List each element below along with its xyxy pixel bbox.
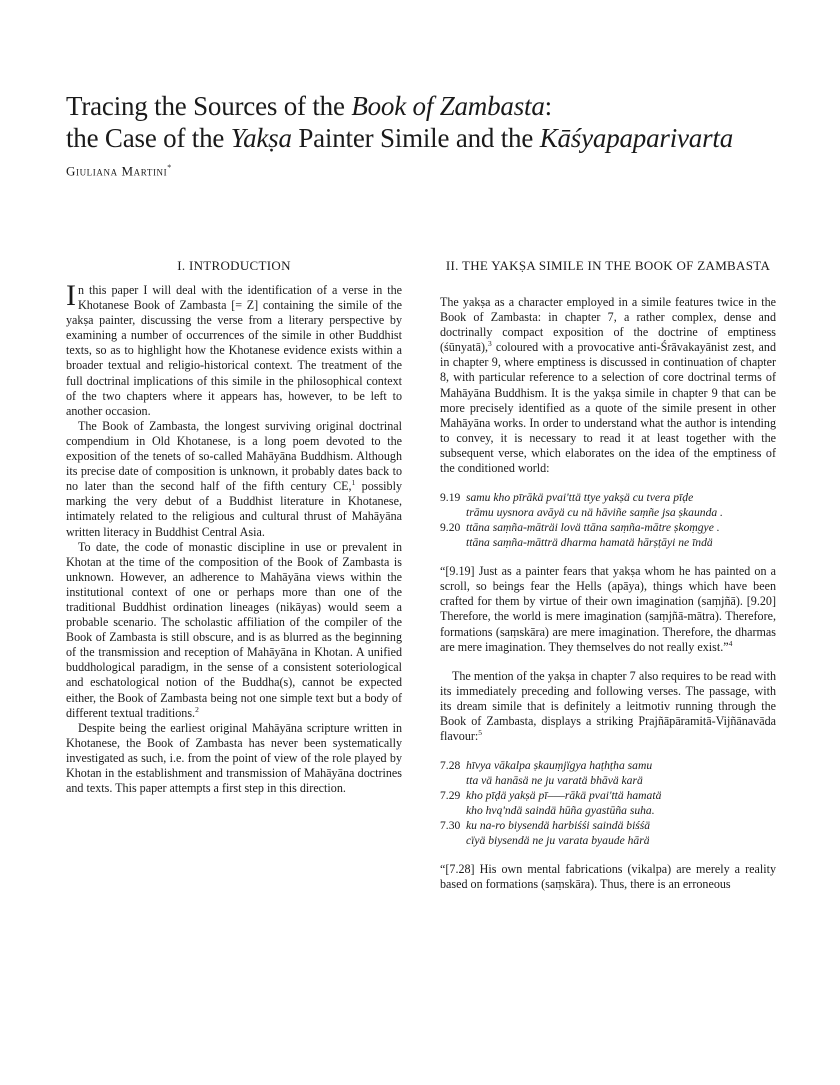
verse-number (440, 833, 466, 848)
verse-number (440, 535, 466, 550)
verse-text: samu kho pīrākä pvai'ttä ttye yakṣä cu tvera pīḍe (466, 491, 694, 505)
title-line-1 (66, 90, 786, 122)
verse-number: 7.29 (440, 789, 461, 803)
verse-block (440, 490, 776, 550)
paragraph: Despite being the earliest original Mahāyāna scripture written in Khotanese, the Book of Zambasta has never been systematically investigated as such, i.e. from the point of view of the role played by Khotan in the establishment and transmission of Mahāyāna doctrines and texts. This paper attempts a first step in this direction. (66, 720, 402, 796)
quote-text: “[9.19] Just as a painter fears that yakṣa whom he has painted on a scroll, so beings fear the Hells (apāya), things which have been crafted for them by virtue of their own imagination (saṃjñā). [9.20] Therefore, the world is mere imagination (saṃjñā-mātra). Therefore, formations (saṃskāra) are mere imagination. Therefore, the dharmas are mere imagination. They themselves do not really exist.” (440, 564, 776, 654)
verse-line (440, 758, 776, 773)
title-italic: Kāśyapaparivarta (539, 123, 733, 153)
verse-line (440, 803, 776, 818)
verse-text: trāmu uysnora avāyä cu nä hāviñe saṃñe jsa ṣkaunda . (466, 506, 723, 520)
title-italic: Yakṣa (230, 123, 292, 153)
verse-block (440, 758, 776, 848)
footnote-ref[interactable]: 3 (488, 339, 492, 349)
author-footnote-mark[interactable]: * (167, 163, 172, 172)
verse-number: 9.20 (440, 521, 461, 535)
translation-quote (440, 564, 776, 655)
footnote-ref[interactable]: 4 (728, 638, 733, 648)
verse-text: cïyä biysendä ne ju varata byaude hārä (466, 834, 650, 848)
paragraph-text: The mention of the yakṣa in chapter 7 also requires to be read with its immediately preceding and following verses. The passage, with its dream simile that is definitely a leitmotiv running through the Book of Zambasta, displays a striking Prajñāpāramitā-Vijñānavāda flavour: (440, 668, 776, 744)
verse-line (440, 505, 776, 520)
title-text: Painter Simile and the (291, 123, 540, 153)
paper-title (66, 90, 786, 154)
verse-line (440, 833, 776, 848)
verse-number: 7.28 (440, 759, 461, 773)
title-text: : (544, 91, 552, 121)
paragraph-text: The yakṣa as a character employed in a simile features twice in the Book of Zambasta: in chapter 7, a rather complex, dense and doctrinally compact exposition of the doctrine of emptiness (śūnyatā), (440, 295, 776, 355)
verse-text: kho hvą'ndä saindä hūña gyastūña suha. (466, 804, 655, 818)
paragraph (440, 669, 776, 744)
section-heading-yaksa-simile: II. THE YAKṢA SIMILE IN THE BOOK OF ZAMBASTA (445, 258, 771, 273)
verse-line (440, 773, 776, 788)
verse-line (440, 490, 776, 505)
title-line-2 (66, 122, 786, 154)
verse-line (440, 520, 776, 535)
drop-cap: I (66, 279, 76, 312)
paragraph (66, 540, 402, 721)
paragraph-text: possibly marking the very debut of a Buddhist literature in Khotanese, intimately related to the religious and cultural thrust of Mahāyāna written literacy in Buddhist Central Asia. (66, 479, 402, 539)
verse-text: kho pīḍä yakṣä pī–––rākä pvai'ttä hamatä (466, 789, 662, 803)
verse-text: ttāna saṃña-māträi lovä ttāna saṃña-mātre ṣkoṃgye . (466, 521, 720, 535)
title-italic: Book of Zambasta (351, 91, 545, 121)
paragraph-text: The Book of Zambasta, the longest surviving original doctrinal compendium in Old Khotanese, is a long poem devoted to the exposition of the tenets of so-called Mahāyāna Buddhism. Although its precise date of composition is unknown, it probably dates back to no later than the second half of the fifth century CE, (66, 418, 402, 494)
title-text: Tracing the Sources of the (66, 91, 352, 121)
paragraph (66, 419, 402, 540)
author-text: Giuliana Martini (66, 163, 168, 179)
verse-number: 9.19 (440, 491, 461, 505)
footnote-ref[interactable]: 2 (195, 704, 199, 714)
author-name (66, 163, 172, 179)
footnote-ref[interactable]: 5 (478, 728, 483, 738)
footnote-ref[interactable]: 1 (351, 478, 356, 488)
verse-line (440, 818, 776, 833)
section-heading-introduction: I. INTRODUCTION (177, 258, 291, 273)
right-column (440, 258, 776, 892)
translation-quote: “[7.28] His own mental fabrications (vikalpa) are merely a reality based on formations (saṃskāra). Thus, there is an erroneous (440, 862, 776, 892)
verse-number (440, 505, 466, 520)
verse-number: 7.30 (440, 819, 461, 833)
verse-number (440, 773, 466, 788)
verse-text: tta vä hanāsä ne ju varatä bhāvä karä (466, 774, 643, 788)
verse-text: ttāna saṃña-mātträ dharma hamatä hārṣṭāyi ne īndä (466, 536, 713, 550)
verse-line (440, 535, 776, 550)
verse-number (440, 803, 466, 818)
paragraph (66, 279, 402, 419)
verse-text: ku na-ro biysendä harbiśśi saindä biśśä (466, 819, 651, 833)
left-column (66, 258, 402, 796)
paragraph-text: To date, the code of monastic discipline in use or prevalent in Khotan at the time of the composition of the Book of Zambasta is unknown. However, an adherence to Mahāyāna views within the institutional context of one or perhaps more than one of the traditional Buddhist ordination lineages (nikāyas) would seem a probable scenario. The scholastic affiliation of the compiler of the Book of Zambasta is still obscure, and is as blurred as the beginning of the transmission and reception of Mahāyāna in Khotan. A unified buddhological paradigm, in the sense of a consistent soteriological and eschatological notion of the Buddha(s), cannot be expected either, the Book of Zambasta being not one simple text but a body of different textual traditions. (66, 539, 402, 720)
title-text: the Case of the (66, 123, 231, 153)
paragraph (440, 295, 776, 476)
verse-text: hīvya vākalpa ṣkauṃjïgya haṭhṭha samu (466, 759, 653, 773)
paragraph-text: coloured with a provocative anti-Śrāvakayānist zest, and in chapter 9, where emptiness is discussed in continuation of chapter 8, with particular reference to a selection of core doctrinal terms of Mahāyāna Buddhism. It is the yakṣa simile in chapter 9 that can be more precisely identified as a quote of the simile present in other Mahāyāna works. In order to understand what the author is intending to convey, it is necessary to read it at least together with the subsequent verse, which elaborates on the idea of the emptiness of the conditioned world: (440, 340, 776, 476)
paragraph-text: n this paper I will deal with the identification of a verse in the Khotanese Book of Zambasta [= Z] containing the simile of the yakṣa painter, discussing the verse from a literary perspective by examining a number of occurrences of the simile in other Buddhist texts, so as to highlight how the Khotanese evidence exists within a broader textual and religio-historical context. The treatment of the full doctrinal implications of this simile in the philosophical context of the two chapters where it appears has, however, to be left to another occasion. (66, 283, 402, 418)
verse-line (440, 788, 776, 803)
